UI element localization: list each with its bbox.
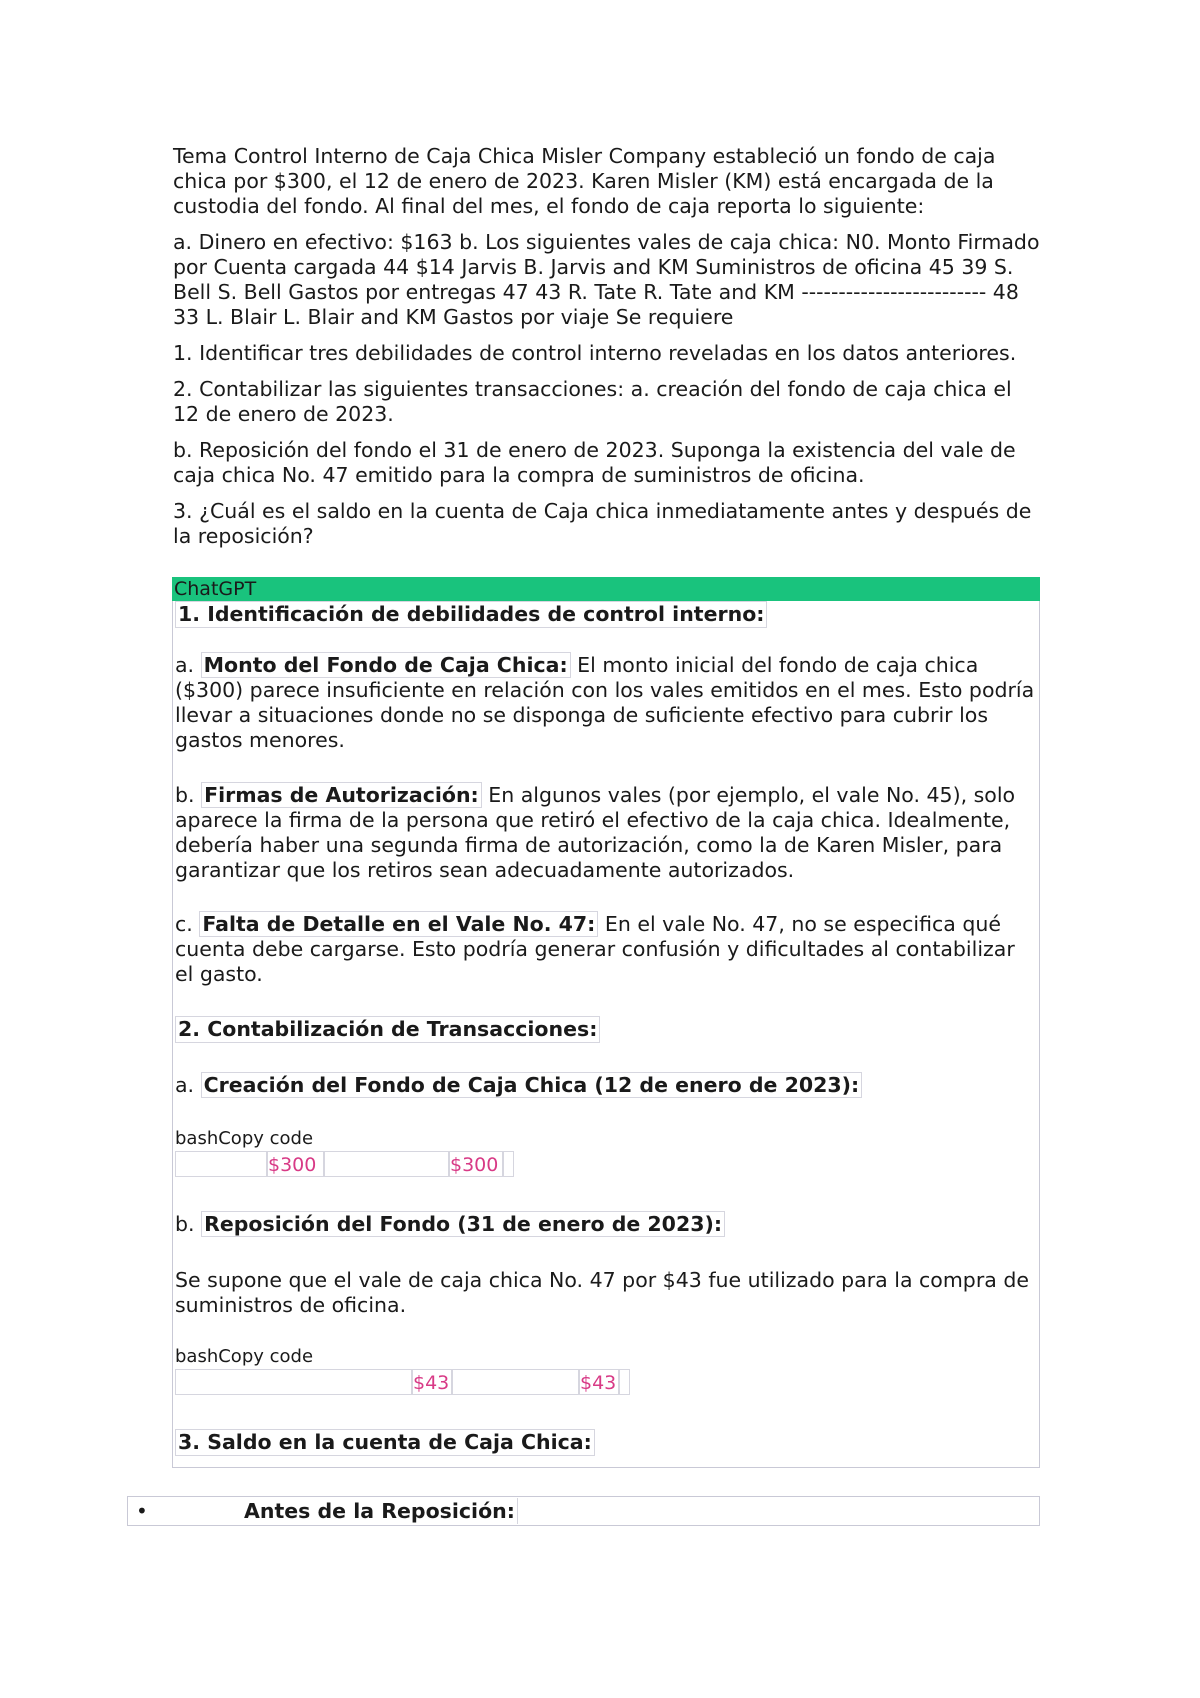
heading: 3. Saldo en la cuenta de Caja Chica: <box>175 1429 595 1456</box>
item-text: El monto inicial del fondo de caja chica ($300) parece insuficiente en relación con los vales emitidos en el mes. Esto podría llevar a situaciones donde no se disponga de suficiente efectivo para cubrir los gastos menores. <box>175 653 1035 752</box>
item-text: En algunos vales (por ejemplo, el vale No. 45), solo aparece la firma de la persona que retiró el efectivo de la caja chica. Idealmente, debería haber una segunda firma de autorización, como la de Karen Misler, para garantizar que los retiros sean adecuadamente autorizados. <box>175 783 1016 882</box>
debit-amount: $300 <box>267 1151 324 1177</box>
code-cell-empty <box>175 1369 412 1395</box>
item-prefix: a. <box>175 1073 195 1097</box>
heading: 1. Identificación de debilidades de control interno: <box>175 601 767 628</box>
item-prefix: b. <box>175 1212 195 1236</box>
code-language-label[interactable]: bashCopy code <box>175 1346 314 1367</box>
item-prefix: b. <box>175 783 195 807</box>
intro-paragraph: a. Dinero en efectivo: $163 b. Los siguientes vales de caja chica: N0. Monto Firmado por Cuenta cargada 44 $14 Jarvis B. Jarvis and KM Suministros de oficina 45 39 S. Bell S. Bell Gastos por entregas 47 43 R. Tate R. Tate and KM ------------------------- 48 33 L. Blair L. Blair and KM Gastos por viaje Se requiere <box>173 230 1040 329</box>
item-term: Falta de Detalle en el Vale No. 47: <box>199 911 598 937</box>
item-term: Monto del Fondo de Caja Chica: <box>201 652 571 678</box>
credit-amount: $300 <box>449 1151 503 1177</box>
bullet-text: Antes de la Reposición: <box>244 1498 518 1524</box>
item-prefix: a. <box>175 653 195 677</box>
code-cell-empty <box>175 1151 267 1177</box>
code-cell-empty <box>503 1151 514 1177</box>
bullet-icon: • <box>136 1499 148 1523</box>
item-text: En el vale No. 47, no se especifica qué cuenta debe cargarse. Esto podría generar confusión y dificultades al contabilizar el gasto. <box>175 912 1015 986</box>
code-cell-empty <box>452 1369 579 1395</box>
item-term: Firmas de Autorización: <box>201 782 482 808</box>
code-block-2 <box>175 1344 1037 1397</box>
chat-header-bar: ChatGPT <box>172 577 1040 601</box>
problem-statement <box>173 144 1043 560</box>
transaction-a-heading <box>175 1073 1037 1098</box>
code-cell-empty <box>324 1151 449 1177</box>
transaction-b-heading <box>175 1212 1037 1237</box>
code-cell-empty <box>619 1369 630 1395</box>
weakness-b <box>175 783 1037 883</box>
debit-amount: $43 <box>412 1369 452 1395</box>
code-language-label[interactable]: bashCopy code <box>175 1128 314 1149</box>
transaction-b-text <box>175 1268 1037 1318</box>
heading: 2. Contabilización de Transacciones: <box>175 1016 600 1043</box>
item-prefix: c. <box>175 912 193 936</box>
body-text: Se supone que el vale de caja chica No. 47 por $43 fue utilizado para la compra de suministros de oficina. <box>175 1268 1029 1317</box>
chat-response <box>172 577 1040 1468</box>
item-term: Creación del Fondo de Caja Chica (12 de enero de 2023): <box>201 1072 863 1098</box>
bullet-item-before-replenishment <box>127 1496 1040 1526</box>
credit-amount: $43 <box>579 1369 619 1395</box>
intro-paragraph: 2. Contabilizar las siguientes transacciones: a. creación del fondo de caja chica el 12 de enero de 2023. <box>173 377 1012 426</box>
item-term: Reposición del Fondo (31 de enero de 2023): <box>201 1211 725 1237</box>
journal-entry-row <box>175 1151 1037 1179</box>
journal-entry-row <box>175 1369 1037 1397</box>
intro-paragraph: Tema Control Interno de Caja Chica Misler Company estableció un fondo de caja chica por $300, el 12 de enero de 2023. Karen Misler (KM) está encargada de la custodia del fondo. Al final del mes, el fondo de caja reporta lo siguiente: <box>173 144 996 218</box>
weakness-a <box>175 653 1037 753</box>
intro-paragraph: 3. ¿Cuál es el saldo en la cuenta de Caja chica inmediatamente antes y después de la reposición? <box>173 499 1032 548</box>
section-heading-3 <box>175 1429 1037 1456</box>
section-heading-2 <box>175 1016 1037 1043</box>
intro-paragraph: b. Reposición del fondo el 31 de enero de 2023. Suponga la existencia del vale de caja chica No. 47 emitido para la compra de suministros de oficina. <box>173 438 1016 487</box>
intro-paragraph: 1. Identificar tres debilidades de control interno reveladas en los datos anteriores. <box>173 341 1017 365</box>
code-block-1 <box>175 1126 1037 1179</box>
weakness-c <box>175 912 1037 987</box>
section-heading-1 <box>175 601 1037 628</box>
